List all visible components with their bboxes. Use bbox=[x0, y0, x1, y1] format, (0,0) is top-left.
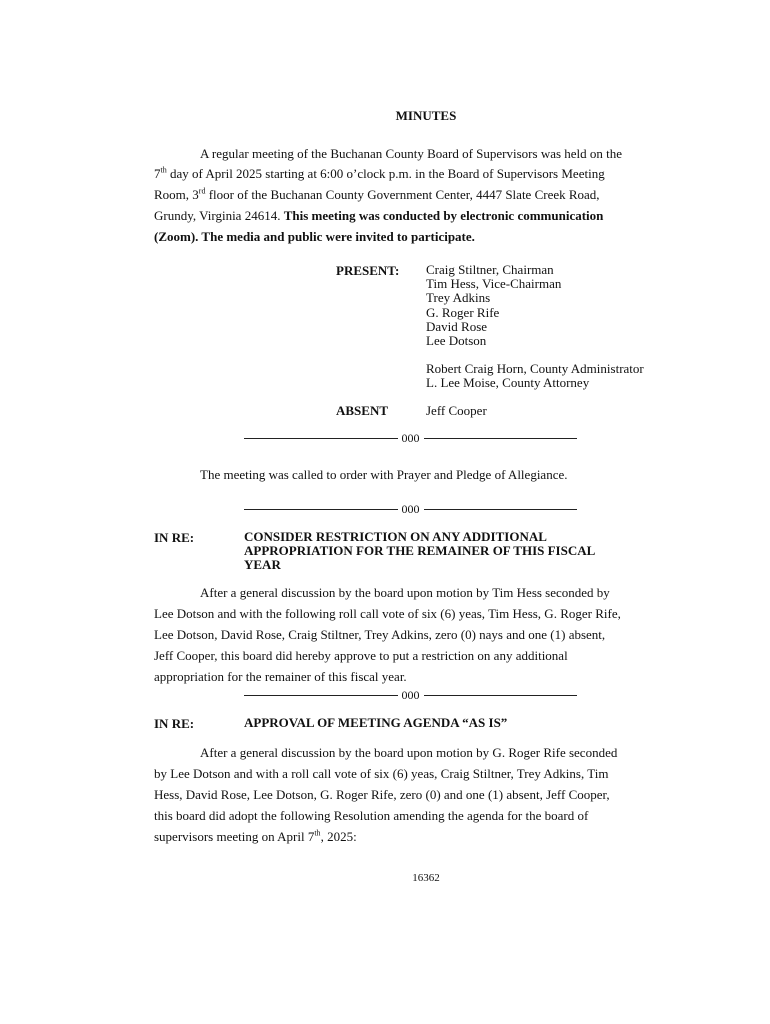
present-staff: L. Lee Moise, County Attorney bbox=[426, 375, 590, 391]
item2-body-line: this board did adopt the following Resolution amending the agenda for the board of bbox=[154, 808, 589, 823]
call-to-order: The meeting was called to order with Prayer and Pledge of Allegiance. bbox=[200, 467, 568, 482]
in-re-label: IN RE: bbox=[154, 530, 195, 545]
present-label: PRESENT: bbox=[336, 263, 400, 278]
item1-body-line: Lee Dotson and with the following roll call vote of six (6) yeas, Tim Hess, G. Roger Rife, bbox=[154, 606, 621, 621]
present-member: David Rose bbox=[426, 318, 488, 334]
item2-body-line: After a general discussion by the board upon motion by G. Roger Rife seconded bbox=[200, 745, 618, 760]
intro-line-4: Grundy, Virginia 24614. This meeting was conducted by electronic communication bbox=[154, 208, 604, 223]
present-member: Trey Adkins bbox=[426, 290, 491, 306]
present-member: Lee Dotson bbox=[426, 333, 487, 349]
present-member: Craig Stiltner, Chairman bbox=[426, 262, 554, 277]
item-heading: CONSIDER RESTRICTION ON ANY ADDITIONAL APPROPRIATION FOR THE REMAINER OF THIS FISCAL YEAR bbox=[244, 529, 596, 572]
item2-body-line: by Lee Dotson and with a roll call vote of six (6) yeas, Craig Stiltner, Trey Adkins, Tim bbox=[154, 766, 609, 781]
item1-body-line: Lee Dotson, David Rose, Craig Stiltner, Trey Adkins, zero (0) nays and one (1) absent, bbox=[154, 627, 606, 642]
absent-name: Jeff Cooper bbox=[426, 403, 487, 418]
absent-label: ABSENT bbox=[336, 403, 389, 418]
present-list bbox=[426, 263, 644, 391]
section-divider: 000 bbox=[244, 502, 577, 517]
intro-line-1: A regular meeting of the Buchanan County Board of Supervisors was held on the bbox=[200, 146, 623, 161]
page-number: 16362 bbox=[412, 872, 440, 884]
intro-line-3: Room, 3rd floor of the Buchanan County Government Center, 4447 Slate Creek Road, bbox=[154, 186, 600, 202]
present-member: Tim Hess, Vice-Chairman bbox=[426, 276, 562, 292]
intro-line-2: 7th day of April 2025 starting at 6:00 o’clock p.m. in the Board of Supervisors Meeting bbox=[154, 165, 605, 181]
intro-line-5: (Zoom). The media and public were invited to participate. bbox=[154, 229, 475, 244]
in-re-label: IN RE: bbox=[154, 716, 195, 731]
section-divider: 000 bbox=[244, 688, 577, 703]
item-heading: APPROVAL OF MEETING AGENDA “AS IS” bbox=[244, 715, 508, 730]
document-title: MINUTES bbox=[395, 108, 457, 123]
present-member: G. Roger Rife bbox=[426, 304, 500, 320]
item2-body-line: supervisors meeting on April 7th, 2025: bbox=[154, 828, 357, 844]
present-staff: Robert Craig Horn, County Administrator bbox=[426, 361, 644, 377]
section-divider: 000 bbox=[244, 431, 577, 446]
item1-body-line: appropriation for the remainer of this fiscal year. bbox=[154, 669, 407, 684]
item2-body-line: Hess, David Rose, Lee Dotson, G. Roger Rife, zero (0) and one (1) absent, Jeff Cooper, bbox=[154, 787, 610, 802]
item1-body-line: Jeff Cooper, this board did hereby approve to put a restriction on any additional bbox=[154, 648, 568, 663]
item1-body-line: After a general discussion by the board upon motion by Tim Hess seconded by bbox=[200, 585, 610, 600]
